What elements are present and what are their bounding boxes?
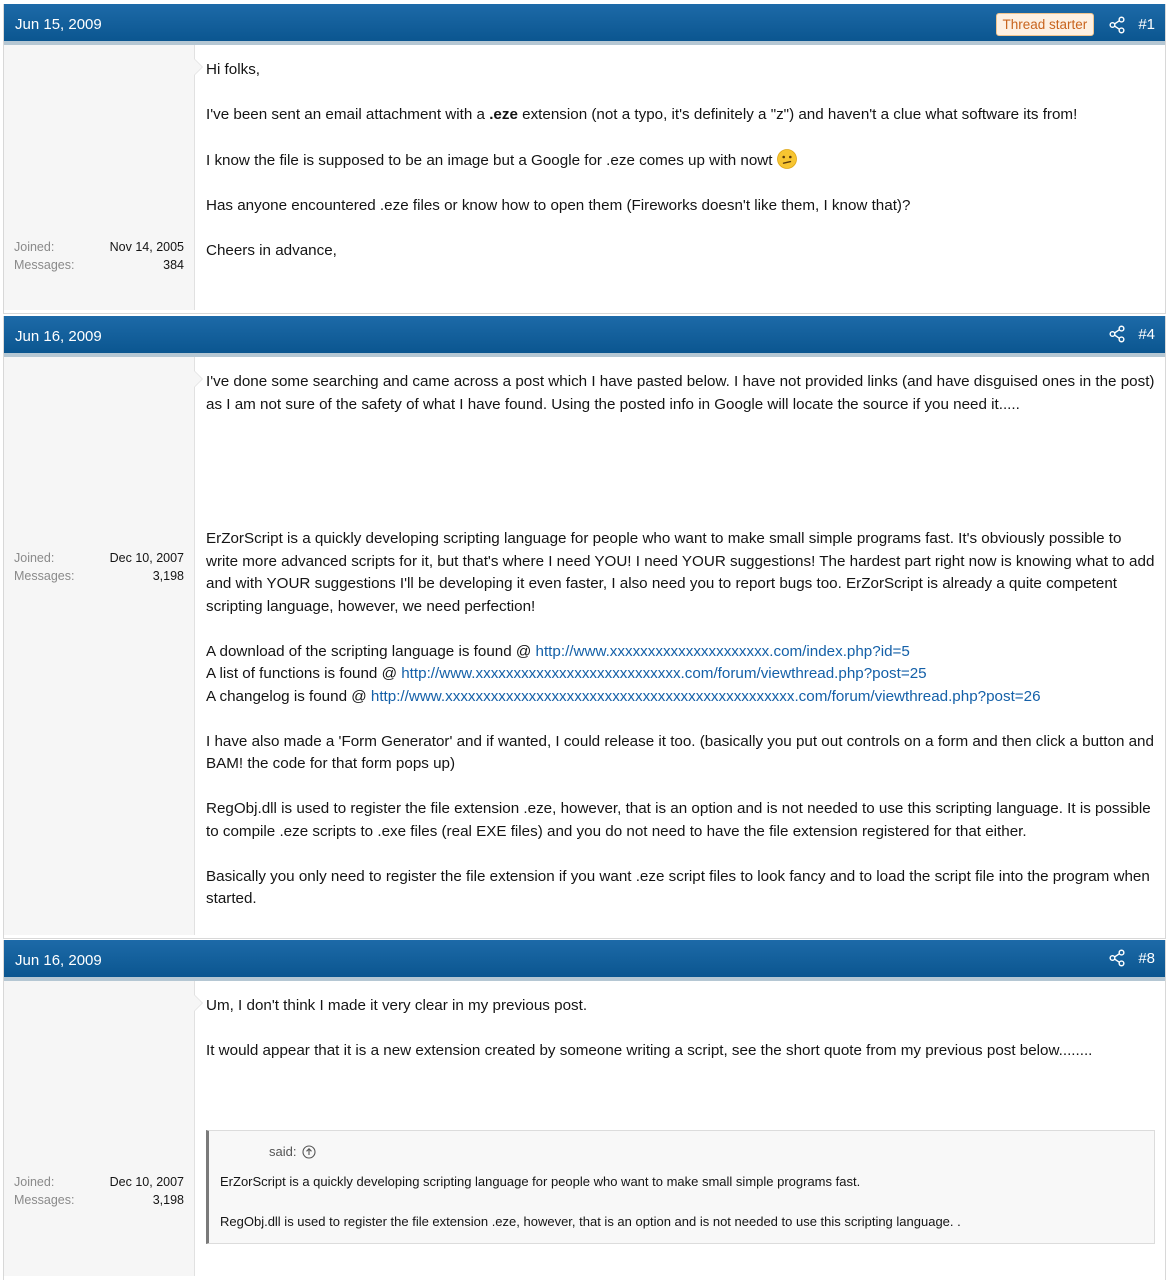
post-date[interactable]: Jun 16, 2009 (15, 328, 102, 345)
messages-count: 3,198 (152, 569, 184, 583)
functions-link[interactable]: http://www.xxxxxxxxxxxxxxxxxxxxxxxxxxx.com/forum/viewthread.php?post=25 (401, 665, 927, 682)
joined-date: Nov 14, 2005 (109, 240, 184, 254)
post-header (4, 4, 1165, 45)
user-info (4, 981, 195, 1276)
paragraph: I've been sent an email attachment with a .eze extension (not a typo, it's definitely a "z") and haven't a clue what software its from! (206, 106, 1078, 123)
post-content (195, 45, 1165, 310)
user-stats (14, 549, 184, 585)
user-stats (14, 1173, 184, 1209)
post-number[interactable]: #1 (1138, 16, 1155, 33)
paragraph: Has anyone encountered .eze files or know how to open them (Fireworks doesn't like them, I know that)? (206, 197, 911, 214)
joined-label: Joined: (14, 551, 55, 565)
post-actions (996, 13, 1155, 36)
quote-block (206, 1130, 1155, 1244)
quote-body (209, 1165, 1154, 1243)
share-icon[interactable] (1108, 16, 1126, 34)
joined-label: Joined: (14, 240, 55, 254)
paragraph: I have also made a 'Form Generator' and if wanted, I could release it too. (basically you put out controls on a form and then click a button and BAM! the code for that form pops up) (206, 732, 1154, 772)
post-1 (3, 4, 1166, 314)
quote-paragraph: ErZorScript is a quickly developing scripting language for people who want to make small simple programs fast. (220, 1173, 861, 1189)
paragraph: It would appear that it is a new extension created by someone writing a script, see the short quote from my previous post below........ (206, 1042, 1093, 1059)
user-stats (14, 238, 184, 274)
post-number[interactable]: #8 (1138, 949, 1155, 967)
confused-face-emoji (777, 149, 797, 169)
arrow-up-circle-icon[interactable] (302, 1145, 316, 1159)
joined-date: Dec 10, 2007 (109, 551, 184, 565)
paragraph: Basically you only need to register the file extension if you want .eze script files to look fancy and to load the script file into the program when started. (206, 867, 1150, 907)
paragraph: RegObj.dll is used to register the file extension .eze, however, that is an option and is not needed to use this scripting language. It is possible to compile .eze scripts to .exe files (real EXE files) and you do not need to have the file extension registered for that either. (206, 800, 1151, 840)
messages-label: Messages: (14, 1193, 75, 1207)
post-actions (1108, 325, 1155, 343)
user-info (4, 357, 195, 935)
user-info (4, 45, 195, 310)
links-paragraph: A download of the scripting language is found @ http://www.xxxxxxxxxxxxxxxxxxxxx.com/index.php?id=5 A list of functions is found @ http://www.xxxxxxxxxxxxxxxxxxxxxxxxxxx.com/forum/viewthread.php?post=25 A changelog is found @ http://www.xxxxxxxxxxxxxxxxxxxxxxxxxxxxxxxxxxxxxxxxxxxxxx.com/forum/viewthread.php?post=26 (206, 642, 1041, 705)
post-content (195, 981, 1165, 1276)
quote-said: said: (269, 1144, 297, 1159)
post-content (195, 357, 1165, 935)
messages-label: Messages: (14, 569, 75, 583)
quote-header (209, 1131, 1154, 1165)
messages-count: 384 (163, 258, 184, 272)
joined-date: Dec 10, 2007 (109, 1175, 184, 1189)
paragraph: I know the file is supposed to be an image but a Google for .eze comes up with nowt (206, 149, 1155, 173)
paragraph: I've done some searching and came across a post which I have pasted below. I have not provided links (and have disguised ones in the post) as I am not sure of the safety of what I have found. Using the posted info in Google will locate the source if you need it..... (206, 373, 1155, 413)
paragraph: Um, I don't think I made it very clear in my previous post. (206, 997, 588, 1014)
paragraph: ErZorScript is a quickly developing scripting language for people who want to make small simple programs fast. It's obviously possible to write more advanced scripts for it, but that's where I need YOU! I need YOUR suggestions! The hardest part right now is knowing what to add and with YOUR suggestions I'll be developing it even faster, I also need you to report bugs too. ErZorScript is already a quite competent scripting language, however, we need perfection! (206, 530, 1155, 615)
share-icon[interactable] (1108, 949, 1126, 967)
post-8 (3, 940, 1166, 1280)
paragraph: Cheers in advance, (206, 242, 337, 259)
post-number[interactable]: #4 (1138, 325, 1155, 343)
post-4 (3, 316, 1166, 939)
quote-paragraph: RegObj.dll is used to register the file extension .eze, however, that is an option and is not needed to use this scripting language. . (220, 1213, 961, 1229)
joined-label: Joined: (14, 1175, 55, 1189)
changelog-link[interactable]: http://www.xxxxxxxxxxxxxxxxxxxxxxxxxxxxxxxxxxxxxxxxxxxxxx.com/forum/viewthread.php?post=26 (370, 687, 1041, 705)
post-header (4, 940, 1165, 981)
post-date[interactable]: Jun 15, 2009 (15, 16, 102, 33)
post-date[interactable]: Jun 16, 2009 (15, 952, 102, 969)
paragraph: Hi folks, (206, 61, 261, 78)
post-actions (1108, 949, 1155, 967)
download-link[interactable]: http://www.xxxxxxxxxxxxxxxxxxxxx.com/index.php?id=5 (535, 642, 910, 660)
messages-count: 3,198 (152, 1193, 184, 1207)
share-icon[interactable] (1108, 325, 1126, 343)
thread-starter-badge: Thread starter (996, 13, 1095, 36)
post-header (4, 316, 1165, 357)
messages-label: Messages: (14, 258, 75, 272)
